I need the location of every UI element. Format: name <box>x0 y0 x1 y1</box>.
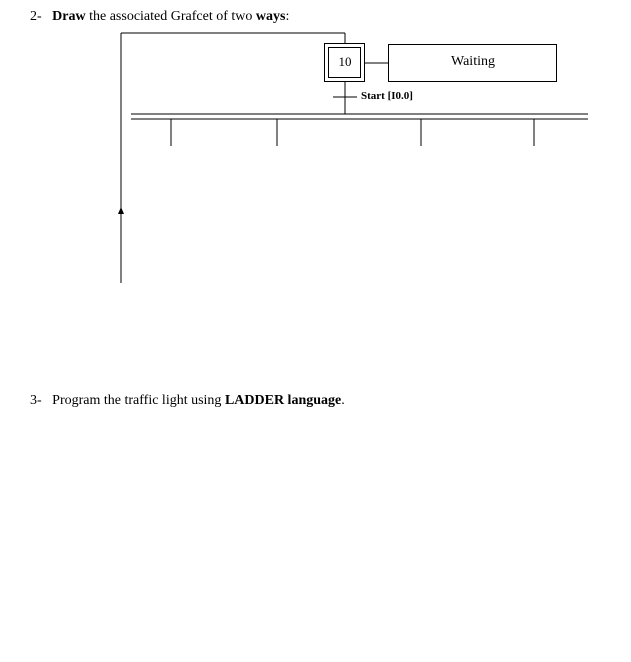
text: Program the traffic light using <box>52 393 225 408</box>
question-number: 2- <box>30 9 42 24</box>
text: : <box>285 9 290 24</box>
transition-label: Start [I0.0] <box>361 90 413 102</box>
text: the associated Grafcet of two <box>85 9 256 24</box>
question-number: 3- <box>30 393 42 408</box>
question-3 <box>30 393 345 409</box>
bold-text: ways <box>255 9 286 24</box>
text: . <box>341 393 345 408</box>
step-number: 10 <box>338 54 352 69</box>
bold-text: Draw <box>52 9 86 24</box>
bold-text: LADDER language <box>224 393 342 408</box>
arrow-up-icon <box>118 207 124 214</box>
action-label: Waiting <box>451 54 495 69</box>
